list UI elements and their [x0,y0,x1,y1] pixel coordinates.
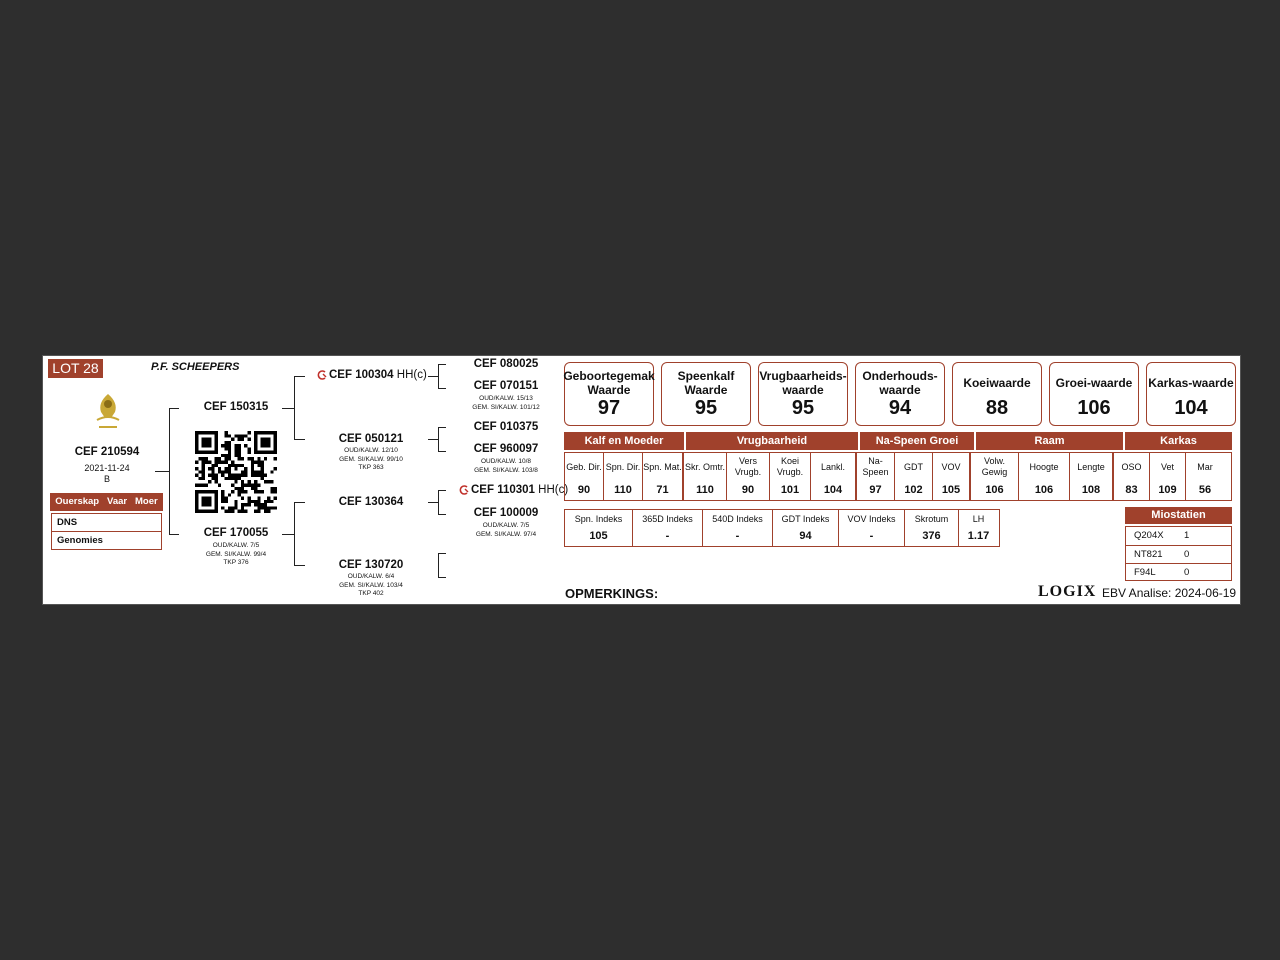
qr-code-icon [195,431,277,513]
trait-label: Lankl. [820,461,846,472]
trait-label: Spn. Dir. [605,461,641,472]
miostatien-header: Miostatien [1125,507,1232,524]
value-number: 97 [597,397,621,419]
trait-label: Lengte [1077,461,1105,472]
ebv-analysis-date: EBV Analise: 2024-06-19 [1102,586,1237,600]
value-number: 104 [1174,397,1208,419]
index-cell [633,510,703,546]
detail-line: OUD/KALW. 7/5 [212,542,260,549]
detail-line: OUD/KALW. 6/4 [347,573,395,580]
detail-line: TKP 363 [358,464,384,471]
detail-line: GEM. SI/KALW. 99/4 [205,550,267,558]
detail-line: OUD/KALW. 10/8 [480,458,532,465]
value-box [952,362,1042,426]
miostatien-row [1126,527,1231,545]
ownership-box [51,513,162,550]
trait-value: 108 [1081,484,1101,496]
sire-sire-flag: HH(c) [396,369,427,381]
index-value: - [735,530,740,542]
trait-value: 102 [904,484,923,496]
trait-value: 105 [941,484,961,496]
value-label: Groei-waarde [1055,375,1133,390]
trait-label: Geb. Dir. [566,461,602,472]
detail-line: GEM. SI/KALW. 97/4 [475,530,537,538]
value-box [1146,362,1236,426]
tag-icon [317,370,327,380]
detail-line: TKP 376 [223,559,249,566]
trait-cell [857,453,895,500]
trait-value: 106 [985,484,1004,496]
index-label: 365D Indeks [642,513,693,524]
value-box [1049,362,1139,426]
miostatien-row [1126,563,1231,582]
animal-id: CEF 210594 [74,446,140,458]
trait-cell [895,453,933,500]
index-cell [905,510,959,546]
ownership-row: Genomies [52,531,161,549]
trait-label: Skr. Omtr. [684,461,725,472]
index-label: GDT Indeks [781,513,830,524]
trait-label: Mar [1197,461,1213,472]
index-cell [703,510,773,546]
detail-line: OUD/KALW. 12/10 [344,447,398,454]
sd-sire-id: CEF 010375 [473,421,539,433]
trait-label: Hoogte [1029,461,1059,472]
index-label: Spn. Indeks [574,513,623,524]
ds-sire-id: CEF 110301 [471,484,535,496]
value-box [758,362,848,426]
value-number: 106 [1077,397,1111,419]
index-value: 1.17 [967,530,990,542]
value-box [855,362,945,426]
value-label: Onderhouds-waarde [862,368,938,397]
trait-value: 110 [614,484,632,496]
trait-label: Vet [1160,461,1174,472]
trait-label: GDT [904,461,923,472]
trait-cell [933,453,971,500]
ss-dam-id: CEF 070151 [473,380,539,392]
sire-id: CEF 150315 [203,401,269,413]
trait-cell [727,453,770,500]
value-box [661,362,751,426]
trait-cell [811,453,857,500]
sire-dam-details [326,447,416,473]
trait-cell [1019,453,1070,500]
ds-dam-id: CEF 100009 [473,507,539,519]
breeder-name: P.F. SCHEEPERS [151,361,240,373]
trait-value: 90 [741,484,755,496]
trait-cell [643,453,684,500]
ds-sire-flag: HH(c) [538,484,569,496]
value-label: Vrugbaarheids-waarde [759,368,847,397]
trait-value: 97 [869,484,882,496]
detail-line: OUD/KALW. 7/5 [482,522,530,529]
ownership-sire-label: Vaar [107,496,128,507]
miostatien-value: 1 [1184,530,1190,541]
detail-line: GEM. SI/KALW. 101/12 [472,403,540,411]
trait-cell [684,453,727,500]
trait-label: OSO [1121,461,1142,472]
miostatien-value: 0 [1184,567,1190,578]
trait-value: 109 [1158,484,1177,496]
ds-sire [459,484,568,496]
index-value: - [869,530,874,542]
sd-dam-details [461,458,551,475]
index-value: - [665,530,670,542]
value-label: Geboortegemak Waarde [563,368,655,397]
animal-grade: B [103,474,110,484]
dam-dam-id: CEF 130720 [338,559,404,571]
trait-value: 90 [577,484,591,496]
index-label: VOV Indeks [847,513,896,524]
group-header: Karkas [1125,432,1232,450]
ownership-header [50,493,163,511]
group-header: Kalf en Moeder [564,432,684,450]
value-label: Speenkalf Waarde [677,368,735,397]
trait-value: 56 [1198,484,1212,496]
trait-label: Volw. Gewig [981,456,1008,477]
trait-cell [971,453,1019,500]
index-cell [773,510,839,546]
detail-line: GEM. SI/KALW. 103/8 [474,466,538,474]
trait-label: Koei Vrugb. [776,456,804,477]
miostatien-key: NT821 [1134,548,1163,560]
stud-logo-icon [91,390,125,434]
index-label: 540D Indeks [712,513,763,524]
detail-line: GEM. SI/KALW. 99/10 [339,455,403,463]
dam-dam-details [326,573,416,599]
sire-sire [317,369,427,381]
group-header: Na-Speen Groei [860,432,974,450]
miostatien-box [1125,526,1232,581]
miostatien-value: 0 [1184,548,1190,560]
value-box [564,362,654,426]
index-table [564,509,1000,547]
value-number: 95 [791,397,815,419]
trait-label: Na-Speen [862,456,889,477]
detail-line: OUD/KALW. 15/13 [479,395,533,402]
index-value: 105 [589,530,608,542]
ds-dam-details [461,522,551,539]
dam-id: CEF 170055 [203,527,269,539]
trait-cell [565,453,604,500]
group-header: Vrugbaarheid [686,432,858,450]
ownership-col-label: Ouerskap [55,496,100,507]
trait-label: Spn. Mat. [643,461,682,472]
trait-label: VOV [941,461,961,472]
trait-cell [770,453,811,500]
value-label: Karkas-waarde [1148,375,1234,390]
ownership-dam-label: Moer [135,496,158,507]
sd-dam-id: CEF 960097 [473,443,539,455]
index-value: 376 [922,530,941,542]
value-label: Koeiwaarde [963,375,1031,390]
trait-cell [604,453,643,500]
brand-logo: LOGIX [1038,583,1097,600]
tag-icon [459,485,469,495]
sire-sire-id: CEF 100304 [329,369,394,381]
index-label: LH [972,513,985,524]
index-cell [565,510,633,546]
lot-badge: LOT 28 [48,359,103,378]
index-cell [839,510,905,546]
miostatien-key: F94L [1134,567,1156,578]
trait-value: 106 [1034,484,1054,496]
trait-value: 101 [780,484,800,496]
trait-cell [1114,453,1150,500]
miostatien-row [1126,545,1231,564]
value-number: 88 [985,397,1009,419]
sire-dam-id: CEF 050121 [338,433,404,445]
trait-value: 71 [656,484,669,496]
ss-sire-id: CEF 080025 [473,358,539,370]
miostatien-key: Q204X [1134,530,1164,541]
trait-value: 104 [823,484,843,496]
trait-value: 110 [696,484,714,496]
ss-dam-details [461,395,551,412]
detail-line: TKP 402 [358,590,384,597]
remarks-label: OPMERKINGS: [565,586,659,601]
dam-sire-id: CEF 130364 [338,496,404,508]
trait-cell [1070,453,1114,500]
value-number: 95 [694,397,718,419]
trait-value: 83 [1125,484,1138,496]
trait-label: Vers Vrugb. [734,456,762,477]
lot-card [42,355,1241,605]
index-cell [959,510,998,546]
index-value: 94 [799,530,812,542]
dam-details [191,542,281,568]
value-number: 94 [888,397,912,419]
ownership-row: DNS [57,517,78,528]
index-label: Skrotum [914,513,949,524]
animal-date: 2021-11-24 [84,463,130,473]
detail-line: GEM. SI/KALW. 103/4 [339,581,403,589]
trait-cell [1150,453,1186,500]
trait-table [564,452,1232,501]
trait-cell [1186,453,1224,500]
group-header: Raam [976,432,1123,450]
